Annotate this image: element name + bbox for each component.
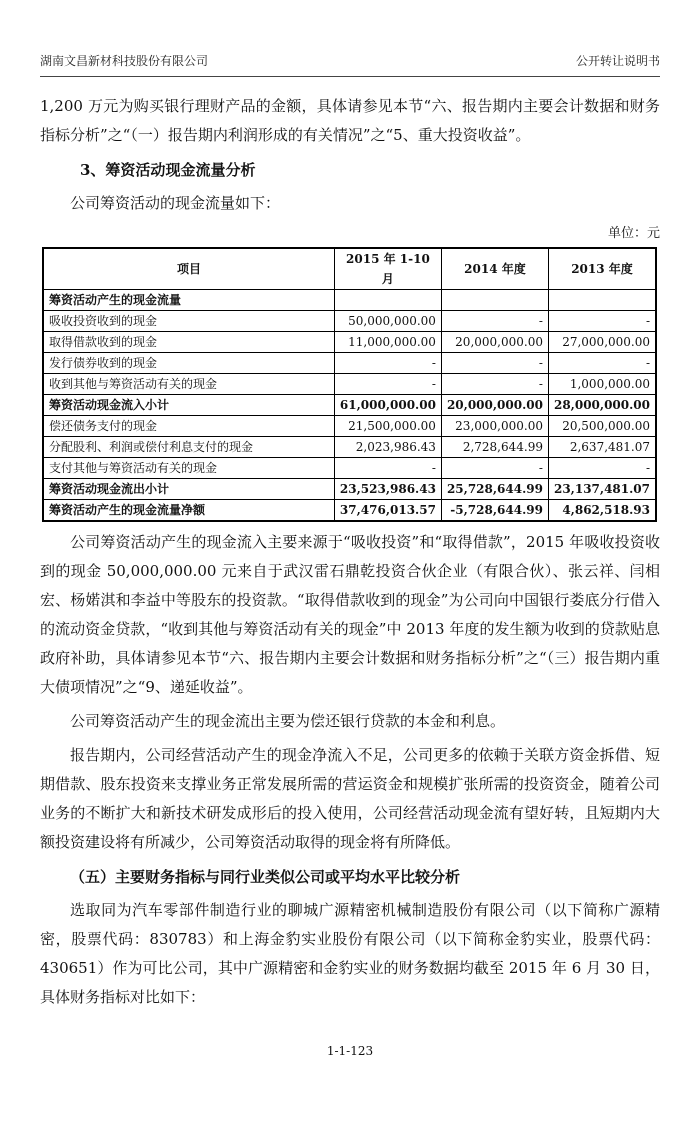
financing-cashflow-table [42, 247, 657, 522]
cell-2015: 2,023,986.43 [334, 437, 441, 458]
outflow-paragraph: 公司筹资活动产生的现金流出主要为偿还银行贷款的本金和利息。 [70, 712, 506, 730]
cell-2014 [441, 290, 548, 311]
row-label: 分配股利、利润或偿付利息支付的现金 [43, 437, 334, 458]
cell-2013: - [548, 353, 656, 374]
cell-2014: - [441, 353, 548, 374]
cell-2015: - [334, 353, 441, 374]
cell-2013: - [548, 311, 656, 332]
section3-lead: 公司筹资活动的现金流量如下： [70, 194, 281, 212]
table-row [43, 479, 656, 500]
table-header-row [43, 248, 656, 290]
cell-2015: 23,523,986.43 [334, 479, 441, 500]
table-row [43, 290, 656, 311]
table-row [43, 458, 656, 479]
row-label: 收到其他与筹资活动有关的现金 [43, 374, 334, 395]
table-row [43, 416, 656, 437]
table-row [43, 395, 656, 416]
cell-2015: 11,000,000.00 [334, 332, 441, 353]
cell-2013: 28,000,000.00 [548, 395, 656, 416]
table-row [43, 374, 656, 395]
col-header-2015: 2015 年 1-10 月 [334, 248, 441, 290]
compare-paragraph: 选取同为汽车零部件制造行业的聊城广源精密机械制造股份有限公司（以下简称广源精密，股票代码：830783）和上海金豹实业股份有限公司（以下简称金豹实业，股票代码：430651）作为可比公司，其中广源精密和金豹实业的财务数据均截至 2015 年 6 月 30 日，具体财务指标对比如下： [40, 901, 660, 1006]
row-label: 吸收投资收到的现金 [43, 311, 334, 332]
header-rule [40, 76, 660, 77]
cell-2013: 1,000,000.00 [548, 374, 656, 395]
col-header-2014: 2014 年度 [441, 248, 548, 290]
cell-2013: 27,000,000.00 [548, 332, 656, 353]
cell-2014: - [441, 374, 548, 395]
row-label: 取得借款收到的现金 [43, 332, 334, 353]
cell-2014: 25,728,644.99 [441, 479, 548, 500]
cell-2014: 20,000,000.00 [441, 332, 548, 353]
row-label: 发行债券收到的现金 [43, 353, 334, 374]
cell-2013: 2,637,481.07 [548, 437, 656, 458]
row-label: 支付其他与筹资活动有关的现金 [43, 458, 334, 479]
unit-label: 单位：元 [607, 226, 660, 241]
section3-heading: 3、筹资活动现金流量分析 [80, 161, 256, 179]
intro-paragraph: 1,200 万元为购买银行理财产品的金额，具体请参见本节“六、报告期内主要会计数据和财务指标分析”之“（一）报告期内利润形成的有关情况”之“5、重大投资收益”。 [40, 97, 660, 144]
col-header-item: 项目 [43, 248, 334, 290]
cell-2015: - [334, 374, 441, 395]
cell-2013: 23,137,481.07 [548, 479, 656, 500]
inflow-paragraph: 公司筹资活动产生的现金流入主要来源于“吸收投资”和“取得借款”，2015 年吸收投资收到的现金 50,000,000.00 元来自于武汉雷石鼎乾投资合伙企业（有限合伙）、张云祥、闫相宏、杨婼淇和李益中等股东的投资款。“取得借款收到的现金”为公司向中国银行娄底分行借入的流动资金贷款，“收到其他与筹资活动有关的现金”中 2013 年度的发生额为收到的贷款贴息政府补助，具体请参见本节“六、报告期内主要会计数据和财务指标分析”之“（三）报告期内重大债项情况”之“9、递延收益”。 [40, 533, 660, 696]
cell-2014: - [441, 458, 548, 479]
col-header-2013: 2013 年度 [548, 248, 656, 290]
row-label: 筹资活动现金流出小计 [43, 479, 334, 500]
row-label: 筹资活动产生的现金流量净额 [43, 500, 334, 522]
table-row [43, 311, 656, 332]
cell-2015: 61,000,000.00 [334, 395, 441, 416]
cell-2014: 23,000,000.00 [441, 416, 548, 437]
row-label: 筹资活动产生的现金流量 [43, 290, 334, 311]
header-company: 湖南文昌新材科技股份有限公司 [40, 54, 209, 68]
header-doc-title: 公开转让说明书 [575, 54, 660, 68]
cell-2013: 4,862,518.93 [548, 500, 656, 522]
cell-2015: - [334, 458, 441, 479]
cell-2014: - [441, 311, 548, 332]
table-row [43, 353, 656, 374]
cell-2015: 21,500,000.00 [334, 416, 441, 437]
table-row [43, 500, 656, 522]
table-row [43, 437, 656, 458]
period-paragraph: 报告期内，公司经营活动产生的现金净流入不足，公司更多的依赖于关联方资金拆借、短期借款、股东投资来支撑业务正常发展所需的营运资金和规模扩张所需的投资资金，随着公司业务的不断扩大和新技术研发成形后的投入使用，公司经营活动现金流有望好转，且短期内大额投资建设将有所减少，公司筹资活动取得的现金将有所降低。 [40, 746, 660, 851]
row-label: 筹资活动现金流入小计 [43, 395, 334, 416]
cell-2013 [548, 290, 656, 311]
cell-2013: - [548, 458, 656, 479]
cell-2015: 37,476,013.57 [334, 500, 441, 522]
row-label: 偿还债务支付的现金 [43, 416, 334, 437]
cell-2014: -5,728,644.99 [441, 500, 548, 522]
cell-2015: 50,000,000.00 [334, 311, 441, 332]
table-row [43, 332, 656, 353]
cell-2013: 20,500,000.00 [548, 416, 656, 437]
page-content [40, 92, 660, 1012]
page-number: 1-1-123 [326, 1044, 374, 1058]
cell-2014: 2,728,644.99 [441, 437, 548, 458]
cell-2015 [334, 290, 441, 311]
cell-2014: 20,000,000.00 [441, 395, 548, 416]
section5-heading: （五）主要财务指标与同行业类似公司或平均水平比较分析 [70, 868, 461, 886]
